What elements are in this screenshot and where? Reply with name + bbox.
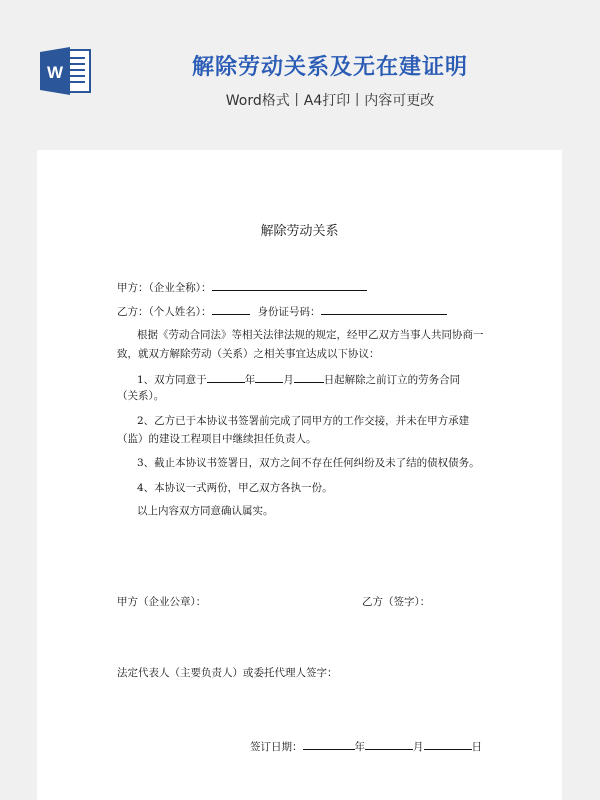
id-number-label: 身份证号码：: [257, 306, 321, 318]
date-day-blank: [424, 738, 472, 750]
clause-1-day-blank: [294, 371, 324, 383]
clause-1-year: 年: [244, 374, 256, 386]
page-subtitle: Word格式丨A4打印丨内容可更改: [225, 93, 435, 109]
clause-3: 3、截止本协议书签署日，双方之间不存在任何纠纷及未了结的债权债务。: [137, 457, 480, 469]
legal-representative-signature: 法定代表人（主要负责人）或委托代理人签字：: [117, 667, 338, 679]
party-b-name-blank: [212, 303, 250, 315]
clause-1-suffix: 日起解除之前订立的劳务合同: [323, 374, 461, 386]
clause-2-line-1: 2、乙方已于本协议书签署前完成了同甲方的工作交接，并未在甲方承建: [137, 415, 470, 427]
word-icon-letter: W: [46, 63, 64, 82]
date-year: 年: [354, 741, 365, 753]
clause-1-line: [137, 371, 460, 387]
clause-1-month: 月: [283, 374, 294, 386]
signing-date-label: 签订日期：: [250, 741, 303, 753]
document-page: [37, 150, 562, 800]
signature-party-b: 乙方（签字）：: [362, 596, 431, 608]
clause-1-month-blank: [255, 371, 283, 383]
clause-4: 4、本协议一式两份，甲乙双方各执一份。: [137, 482, 333, 494]
signature-party-a: 甲方（企业公章）：: [117, 596, 207, 608]
party-a-blank: [212, 279, 367, 291]
word-doc-icon: [38, 44, 92, 98]
clause-1-line-2: （关系）。: [117, 390, 165, 402]
document-title: 解除劳动关系: [260, 224, 339, 239]
date-month: 月: [413, 741, 424, 753]
party-b-label: 乙方：（个人姓名）：: [117, 306, 212, 318]
intro-line-2: 致，就双方解除劳动（关系）之相关事宜达成以下协议：: [117, 348, 380, 360]
party-a-label: 甲方：（企业全称）：: [117, 282, 212, 294]
confirmation-text: 以上内容双方同意确认属实。: [137, 505, 274, 517]
party-b-line: [117, 303, 447, 319]
date-year-blank: [303, 738, 355, 750]
clause-1-prefix: 1、双方同意于: [137, 374, 207, 386]
date-month-blank: [365, 738, 413, 750]
signing-date-line: [250, 738, 482, 754]
date-day: 日: [471, 741, 482, 753]
party-a-line: [117, 279, 367, 295]
clause-2-line-2: （监）的建设工程项目中继续担任负责人。: [117, 433, 317, 445]
page-header: [0, 0, 600, 150]
clause-1-year-blank: [207, 371, 245, 383]
id-number-blank: [321, 303, 447, 315]
page-title: 解除劳动关系及无在建证明: [191, 55, 468, 80]
intro-line-1: 根据《劳动合同法》等相关法律法规的规定，经甲乙双方当事人共同协商一: [137, 329, 484, 341]
